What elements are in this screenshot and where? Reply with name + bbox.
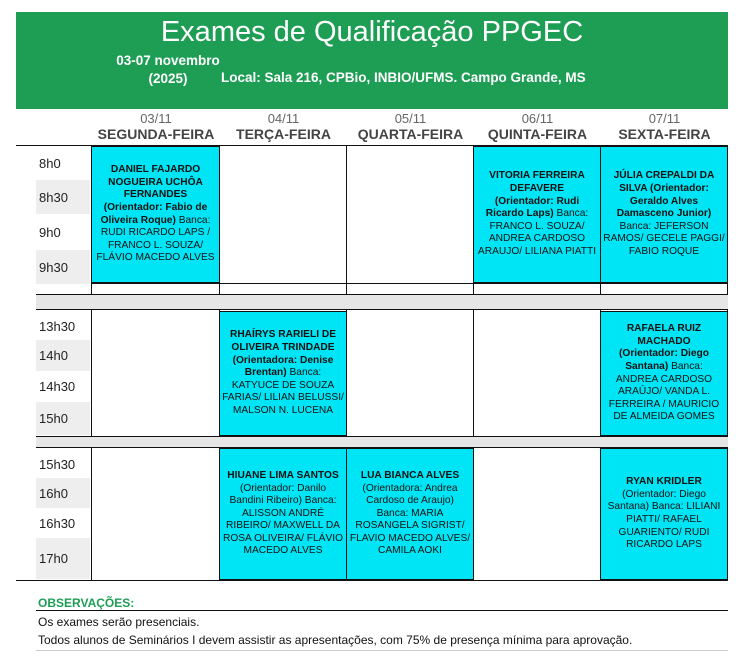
exam-block-daniel-fajardo <box>91 146 220 283</box>
advisor: (Orientador: Geraldo Alves Damasceno Junior) <box>616 183 712 220</box>
exam-block-julia-crepaldi <box>600 146 728 283</box>
student-name: RYAN KRIDLER <box>626 476 702 488</box>
time-slot: 13h30 <box>39 318 76 334</box>
time-slot: 8h0 <box>39 155 61 171</box>
exam-block-rafaela-machado <box>600 311 728 436</box>
student-name: LUA BIANCA ALVES <box>360 469 460 481</box>
student-name: RAFAELA RUIZ MACHADO <box>626 323 702 347</box>
time-slot: 9h30 <box>36 250 90 284</box>
committee: Banca: JEFERSON RAMOS/ GECELE PAGGI/ FABIO ROQUE <box>603 220 725 257</box>
student-name: DANIEL FAJARDO NOGUEIRA UCHÔA FERNANDES <box>108 164 203 201</box>
observation-line: Todos alunos de Seminários I devem assistir as apresentações, com 75% de presença mínima para aprovação. <box>38 633 633 647</box>
day-date: 06/11 <box>521 111 554 126</box>
exam-block-vitoria-defavere <box>473 146 601 283</box>
bottom-rule <box>36 650 728 651</box>
grid-line <box>91 283 728 284</box>
time-slot: 17h0 <box>36 538 90 579</box>
day-date: 07/11 <box>648 111 681 126</box>
committee: (Orientadora: Andrea Cardoso de Araujo) Banca: MARIA ROSANGELA SIGRIST/ FLAVIO MACEDO ALVES/ CAMILA AOKI <box>349 482 471 557</box>
break-band <box>36 436 728 448</box>
exam-block-ryan-kridler <box>600 448 728 580</box>
committee: Banca: RUDI RICARDO LAPS / FRANCO L. SOUZA/ FLÁVIO MACEDO ALVES <box>96 214 215 264</box>
time-slot: 15h30 <box>39 456 76 472</box>
day-header-wed <box>347 111 474 143</box>
day-date: 04/11 <box>267 111 300 126</box>
committee: (Orientador: Danilo Bandini Ribeiro) Banca: ALISSON ANDRÉ RIBEIRO/ MAXWELL DA ROSA OLIVEIRA/ FLÁVIO MACEDO ALVES <box>222 482 344 557</box>
student-name: RHAÍRYS RARIELI DE OLIVEIRA TRINDADE <box>229 329 337 354</box>
exam-block-lua-bianca <box>346 448 474 580</box>
advisor: (Orientador: Diego Santana) <box>619 348 709 372</box>
day-name: SEGUNDA-FEIRA <box>97 126 215 142</box>
break-band <box>36 294 728 310</box>
header-banner <box>16 12 728 109</box>
day-header-thu <box>474 111 601 143</box>
grid-line <box>16 580 728 581</box>
day-date: 03/11 <box>140 111 172 126</box>
advisor: (Orientador: Fabio de Oliveira Roque) <box>100 201 208 226</box>
time-slot: 16h0 <box>36 478 90 508</box>
student-name: JÚLIA CREPALDI DA SILVA <box>613 170 715 195</box>
committee: Banca: FRANCO L. SOUZA/ ANDREA CARDOSO ARAUJO/ LILIANA PIATTI <box>477 208 597 257</box>
dates-range: 03-07 novembro <box>116 53 220 68</box>
committee: Banca: KATYUCE DE SOUZA FARIAS/ LILIAN BELUSSI/ MALSON N. LUCENA <box>222 367 344 416</box>
time-slot: 8h30 <box>36 180 90 214</box>
advisor: (Orientador: Rudi Ricardo Laps) <box>485 195 580 220</box>
student-name: HIUANE LIMA SANTOS <box>227 469 339 481</box>
observation-line: Os exames serão presenciais. <box>38 615 200 629</box>
event-dates <box>98 52 238 88</box>
observations-title: OBSERVAÇÕES: <box>38 596 135 610</box>
day-name: QUINTA-FEIRA <box>487 126 588 142</box>
student-name: VITORIA FERREIRA DEFAVERE <box>489 170 585 195</box>
time-slot: 14h30 <box>39 379 76 394</box>
time-slot: 16h30 <box>39 515 76 531</box>
exam-block-hiuane-santos <box>219 448 347 580</box>
day-date: 05/11 <box>394 111 427 126</box>
dates-year: (2025) <box>148 71 188 86</box>
day-header-mon <box>92 111 220 143</box>
day-name: SEXTA-FEIRA <box>618 126 711 142</box>
advisor: (Orientadora: Denise Brentan) <box>232 354 334 379</box>
day-name: TERÇA-FEIRA <box>236 126 331 142</box>
time-slot: 15h0 <box>36 402 90 435</box>
day-header-tue <box>220 111 347 143</box>
committee: Banca: ANDREA CARDOSO ARAÚJO/ VANDA L. FERREIRA / MAURICIO DE ALMEIDA GOMES <box>608 360 720 423</box>
day-name: QUARTA-FEIRA <box>357 126 464 142</box>
day-header-fri <box>601 111 728 143</box>
page-title: Exames de Qualificação PPGEC <box>160 16 584 48</box>
time-slot: 9h0 <box>39 224 61 240</box>
committee: (Orientador: Diego Santana) Banca: LILIANI PIATTI/ RAFAEL GUARIENTO/ RUDI RICARDO LAPS <box>607 488 721 551</box>
exam-block-rhairys-trindade <box>219 311 347 436</box>
observations-divider <box>36 610 728 611</box>
event-location: Local: Sala 216, CPBio, INBIO/UFMS. Campo Grande, MS <box>221 70 586 85</box>
time-slot: 14h0 <box>36 340 90 371</box>
